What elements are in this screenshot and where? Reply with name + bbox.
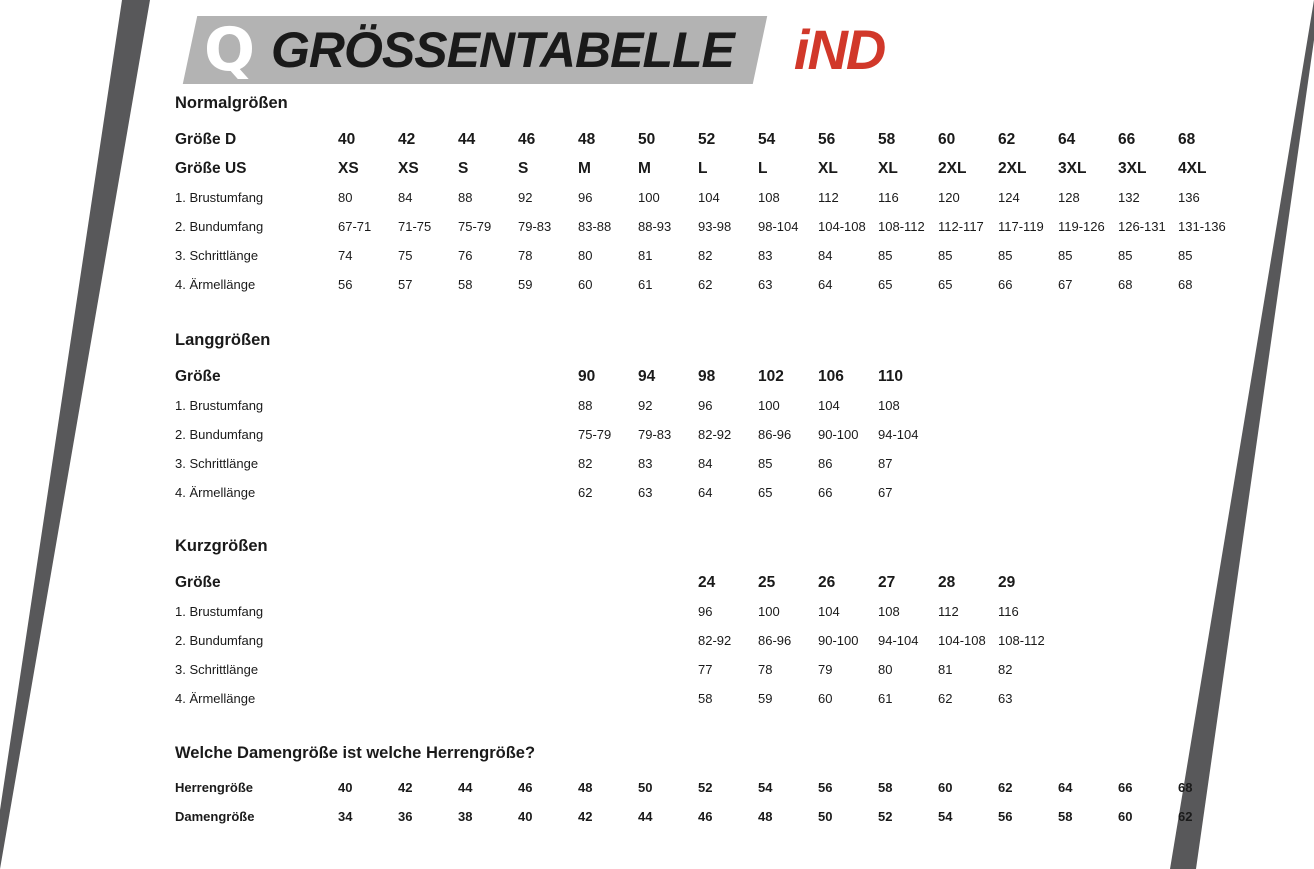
- table-row: [175, 802, 1238, 831]
- spacer-cell: [338, 478, 398, 507]
- table-row: [175, 597, 1058, 626]
- table-row: [175, 154, 1238, 183]
- cell: 58: [458, 277, 473, 292]
- spacer-cell: [458, 626, 518, 655]
- cell: 108: [878, 398, 900, 413]
- cell: 85: [1058, 248, 1073, 263]
- cell: 48: [758, 809, 773, 824]
- cell: 132: [1118, 190, 1140, 205]
- cell: 100: [758, 398, 780, 413]
- cell: 126-131: [1118, 219, 1166, 234]
- header-band: [183, 16, 767, 84]
- cell: 80: [878, 662, 893, 677]
- row-label: Damengröße: [175, 809, 255, 824]
- cell: 60: [938, 780, 953, 795]
- table-row: [175, 241, 1238, 270]
- cell: 84: [398, 190, 413, 205]
- row-label: Herrengröße: [175, 780, 254, 795]
- cell: 102: [758, 367, 784, 385]
- cell: 42: [398, 780, 413, 795]
- cell: 120: [938, 190, 960, 205]
- cell: XS: [398, 159, 419, 177]
- cell: XL: [878, 159, 898, 177]
- cell: XL: [818, 159, 838, 177]
- cell: 75: [398, 248, 413, 263]
- cell: 116: [878, 190, 899, 205]
- cell: 64: [698, 485, 713, 500]
- cell: 56: [998, 809, 1013, 824]
- row-label: Größe: [175, 573, 221, 591]
- spacer-cell: [398, 655, 458, 684]
- cell: 36: [398, 809, 413, 824]
- cell: 40: [338, 130, 356, 148]
- cell: 104-108: [938, 633, 986, 648]
- cell: 83-88: [578, 219, 612, 234]
- cell: 108-112: [998, 633, 1045, 648]
- cell: 92: [638, 398, 653, 413]
- row-label: 3. Schrittlänge: [175, 248, 259, 263]
- spacer-cell: [578, 655, 638, 684]
- spacer-cell: [398, 597, 458, 626]
- table-langgroessen: [175, 362, 938, 507]
- cell: 79-83: [518, 219, 552, 234]
- table-row: [175, 212, 1238, 241]
- spacer-cell: [518, 391, 578, 420]
- cell: 82-92: [698, 427, 732, 442]
- row-label: 2. Bundumfang: [175, 633, 264, 648]
- row-label: 2. Bundumfang: [175, 219, 264, 234]
- cell: 108-112: [878, 219, 925, 234]
- cell: 44: [458, 780, 473, 795]
- cell: 46: [518, 130, 536, 148]
- cell: 63: [638, 485, 653, 500]
- cell: 82: [698, 248, 713, 263]
- spacer-cell: [638, 597, 698, 626]
- decorative-wedge-left-inner: [0, 0, 200, 869]
- row-label: 4. Ärmellänge: [175, 691, 256, 706]
- cell: 85: [878, 248, 893, 263]
- cell: 85: [938, 248, 953, 263]
- spacer-cell: [458, 362, 518, 391]
- cell: 64: [1058, 780, 1073, 795]
- cell: 88: [578, 398, 593, 413]
- cell: 3XL: [1118, 159, 1147, 177]
- cell: 79: [818, 662, 833, 677]
- cell: 67: [878, 485, 893, 500]
- table-row: [175, 655, 1058, 684]
- cell: 92: [518, 190, 533, 205]
- cell: 66: [998, 277, 1013, 292]
- cell: 64: [818, 277, 833, 292]
- cell: L: [758, 159, 768, 177]
- cell: 52: [878, 809, 893, 824]
- cell: 44: [638, 809, 653, 824]
- cell: 112: [818, 190, 839, 205]
- table-row: [175, 362, 938, 391]
- cell: 90-100: [818, 427, 859, 442]
- logo-q-icon: Q: [204, 15, 254, 85]
- spacer-cell: [458, 449, 518, 478]
- spacer-cell: [398, 684, 458, 713]
- section-title-normalgroessen: Normalgrößen: [175, 94, 288, 112]
- cell: 48: [578, 780, 593, 795]
- cell: 65: [878, 277, 893, 292]
- spacer-cell: [458, 391, 518, 420]
- spacer-cell: [518, 449, 578, 478]
- spacer-cell: [338, 449, 398, 478]
- table-row: [175, 626, 1058, 655]
- cell: 81: [638, 248, 653, 263]
- cell: S: [518, 159, 529, 177]
- cell: M: [578, 159, 591, 177]
- cell: 50: [638, 130, 656, 148]
- cell: 50: [638, 780, 653, 795]
- table-row: [175, 391, 938, 420]
- cell: 2XL: [938, 159, 967, 177]
- spacer-cell: [338, 626, 398, 655]
- cell: 136: [1178, 190, 1200, 205]
- section-kurzgroessen: [175, 537, 1058, 713]
- cell: 59: [758, 691, 773, 706]
- spacer-cell: [458, 684, 518, 713]
- spacer-cell: [638, 684, 698, 713]
- cell: 104: [698, 190, 720, 205]
- spacer-cell: [458, 420, 518, 449]
- cell: 29: [998, 573, 1016, 591]
- cell: 88-93: [638, 219, 672, 234]
- section-title-kurzgroessen: Kurzgrößen: [175, 537, 268, 555]
- row-label: 4. Ärmellänge: [175, 277, 256, 292]
- cell: 62: [1178, 809, 1193, 824]
- cell: 78: [758, 662, 773, 677]
- cell: 42: [578, 809, 593, 824]
- cell: 44: [458, 130, 476, 148]
- section-title-umrechnung: Welche Damengröße ist welche Herrengröße?: [175, 744, 536, 762]
- cell: 28: [938, 573, 956, 591]
- row-label: 4. Ärmellänge: [175, 485, 256, 500]
- cell: 68: [1178, 277, 1193, 292]
- cell: 119-126: [1058, 219, 1105, 234]
- cell: 75-79: [578, 427, 612, 442]
- cell: 80: [578, 248, 593, 263]
- table-row: [175, 183, 1238, 212]
- spacer-cell: [458, 478, 518, 507]
- cell: 40: [338, 780, 353, 795]
- cell: 24: [698, 573, 716, 591]
- cell: 82: [578, 456, 593, 471]
- cell: 85: [1178, 248, 1193, 263]
- cell: 104: [818, 398, 840, 413]
- cell: 46: [518, 780, 533, 795]
- row-label: 3. Schrittlänge: [175, 456, 259, 471]
- cell: 124: [998, 190, 1020, 205]
- cell: 94: [638, 367, 656, 385]
- spacer-cell: [518, 684, 578, 713]
- table-row: [175, 684, 1058, 713]
- cell: 88: [458, 190, 473, 205]
- cell: 82-92: [698, 633, 732, 648]
- spacer-cell: [338, 597, 398, 626]
- spacer-cell: [458, 597, 518, 626]
- spacer-cell: [518, 655, 578, 684]
- row-label: 2. Bundumfang: [175, 427, 264, 442]
- cell: 62: [578, 485, 593, 500]
- cell: 54: [758, 780, 773, 795]
- cell: 68: [1178, 130, 1196, 148]
- cell: 63: [998, 691, 1013, 706]
- table-row: [175, 478, 938, 507]
- cell: 100: [638, 190, 660, 205]
- cell: 87: [878, 456, 893, 471]
- cell: 85: [758, 456, 773, 471]
- cell: 117-119: [998, 219, 1044, 234]
- row-label: 1. Brustumfang: [175, 604, 264, 619]
- cell: 98-104: [758, 219, 799, 234]
- section-groessen-umrechnung: [175, 744, 1238, 831]
- spacer-cell: [638, 626, 698, 655]
- cell: 90: [578, 367, 596, 385]
- cell: 94-104: [878, 633, 919, 648]
- cell: 100: [758, 604, 780, 619]
- cell: 3XL: [1058, 159, 1087, 177]
- cell: 96: [698, 604, 713, 619]
- spacer-cell: [398, 626, 458, 655]
- cell: 48: [578, 130, 596, 148]
- cell: 104: [818, 604, 840, 619]
- spacer-cell: [338, 391, 398, 420]
- cell: 90-100: [818, 633, 859, 648]
- cell: 71-75: [398, 219, 432, 234]
- cell: 59: [518, 277, 533, 292]
- cell: 85: [1118, 248, 1133, 263]
- cell: 58: [698, 691, 713, 706]
- cell: 42: [398, 130, 416, 148]
- cell: 68: [1118, 277, 1133, 292]
- cell: XS: [338, 159, 359, 177]
- cell: 56: [818, 130, 836, 148]
- cell: 110: [878, 367, 904, 385]
- cell: 67-71: [338, 219, 372, 234]
- spacer-cell: [338, 568, 398, 597]
- cell: 96: [698, 398, 713, 413]
- table-kurzgroessen: [175, 568, 1058, 713]
- cell: 84: [698, 456, 713, 471]
- cell: 40: [518, 809, 533, 824]
- cell: 61: [878, 691, 893, 706]
- cell: 38: [458, 809, 473, 824]
- cell: 60: [818, 691, 833, 706]
- section-title-langgroessen: Langgrößen: [175, 331, 271, 349]
- cell: 112: [938, 604, 959, 619]
- cell: 65: [938, 277, 953, 292]
- cell: 82: [998, 662, 1013, 677]
- cell: 64: [1058, 130, 1076, 148]
- section-normalgroessen: [175, 94, 1238, 299]
- page-title: GRÖSSENTABELLE: [271, 22, 734, 78]
- spacer-cell: [398, 391, 458, 420]
- cell: 75-79: [458, 219, 492, 234]
- cell: 52: [698, 780, 713, 795]
- cell: 76: [458, 248, 473, 263]
- cell: M: [638, 159, 651, 177]
- cell: 2XL: [998, 159, 1027, 177]
- cell: 54: [938, 809, 953, 824]
- cell: 26: [818, 573, 836, 591]
- cell: 54: [758, 130, 776, 148]
- cell: 63: [758, 277, 773, 292]
- brand-logo: iND: [793, 18, 885, 81]
- cell: 85: [998, 248, 1013, 263]
- cell: 50: [818, 809, 833, 824]
- spacer-cell: [638, 568, 698, 597]
- cell: 68: [1178, 780, 1193, 795]
- spacer-cell: [638, 655, 698, 684]
- spacer-cell: [338, 655, 398, 684]
- cell: 58: [878, 780, 893, 795]
- spacer-cell: [518, 420, 578, 449]
- spacer-cell: [578, 684, 638, 713]
- cell: 52: [698, 130, 716, 148]
- cell: 74: [338, 248, 353, 263]
- cell: 131-136: [1178, 219, 1226, 234]
- cell: L: [698, 159, 708, 177]
- cell: 60: [1118, 809, 1133, 824]
- cell: 77: [698, 662, 713, 677]
- cell: 108: [758, 190, 780, 205]
- table-umrechnung: [175, 773, 1238, 831]
- cell: 46: [698, 809, 713, 824]
- cell: 104-108: [818, 219, 866, 234]
- cell: 56: [818, 780, 833, 795]
- cell: 60: [578, 277, 593, 292]
- cell: 61: [638, 277, 653, 292]
- cell: 86-96: [758, 427, 792, 442]
- spacer-cell: [338, 684, 398, 713]
- table-row: [175, 125, 1238, 154]
- spacer-cell: [518, 597, 578, 626]
- cell: 79-83: [638, 427, 672, 442]
- cell: 62: [938, 691, 953, 706]
- row-label: 1. Brustumfang: [175, 398, 264, 413]
- cell: 93-98: [698, 219, 732, 234]
- table-normalgroessen: [175, 125, 1238, 299]
- spacer-cell: [578, 597, 638, 626]
- cell: 62: [998, 130, 1016, 148]
- row-label: Größe: [175, 367, 221, 385]
- cell: 84: [818, 248, 833, 263]
- cell: 66: [1118, 130, 1136, 148]
- spacer-cell: [398, 478, 458, 507]
- cell: 112-117: [938, 219, 984, 234]
- page-header: [190, 16, 884, 84]
- spacer-cell: [518, 362, 578, 391]
- spacer-cell: [578, 568, 638, 597]
- cell: 86: [818, 456, 833, 471]
- row-label: Größe US: [175, 159, 247, 177]
- spacer-cell: [518, 478, 578, 507]
- section-langgroessen: [175, 331, 938, 507]
- table-row: [175, 270, 1238, 299]
- cell: 94-104: [878, 427, 919, 442]
- spacer-cell: [518, 626, 578, 655]
- cell: 25: [758, 573, 776, 591]
- row-label: Größe D: [175, 130, 237, 148]
- cell: 66: [818, 485, 833, 500]
- cell: 80: [338, 190, 353, 205]
- cell: 62: [998, 780, 1013, 795]
- cell: 98: [698, 367, 716, 385]
- cell: 4XL: [1178, 159, 1207, 177]
- cell: 60: [938, 130, 956, 148]
- cell: 96: [578, 190, 593, 205]
- cell: 57: [398, 277, 413, 292]
- cell: 58: [1058, 809, 1073, 824]
- spacer-cell: [398, 420, 458, 449]
- spacer-cell: [458, 655, 518, 684]
- spacer-cell: [398, 568, 458, 597]
- spacer-cell: [398, 449, 458, 478]
- cell: 56: [338, 277, 353, 292]
- cell: 34: [338, 809, 353, 824]
- spacer-cell: [578, 626, 638, 655]
- cell: 81: [938, 662, 953, 677]
- table-row: [175, 449, 938, 478]
- cell: 83: [758, 248, 773, 263]
- spacer-cell: [338, 362, 398, 391]
- spacer-cell: [398, 362, 458, 391]
- cell: 27: [878, 573, 896, 591]
- spacer-cell: [338, 420, 398, 449]
- cell: 86-96: [758, 633, 792, 648]
- cell: 116: [998, 604, 1019, 619]
- cell: 83: [638, 456, 653, 471]
- cell: 58: [878, 130, 896, 148]
- table-row: [175, 773, 1238, 802]
- table-row: [175, 420, 938, 449]
- cell: 66: [1118, 780, 1133, 795]
- cell: 65: [758, 485, 773, 500]
- cell: 128: [1058, 190, 1080, 205]
- row-label: 1. Brustumfang: [175, 190, 264, 205]
- spacer-cell: [458, 568, 518, 597]
- cell: 108: [878, 604, 900, 619]
- cell: 106: [818, 367, 844, 385]
- cell: 78: [518, 248, 533, 263]
- table-row: [175, 568, 1058, 597]
- cell: S: [458, 159, 469, 177]
- cell: 67: [1058, 277, 1073, 292]
- row-label: 3. Schrittlänge: [175, 662, 259, 677]
- cell: 62: [698, 277, 713, 292]
- spacer-cell: [518, 568, 578, 597]
